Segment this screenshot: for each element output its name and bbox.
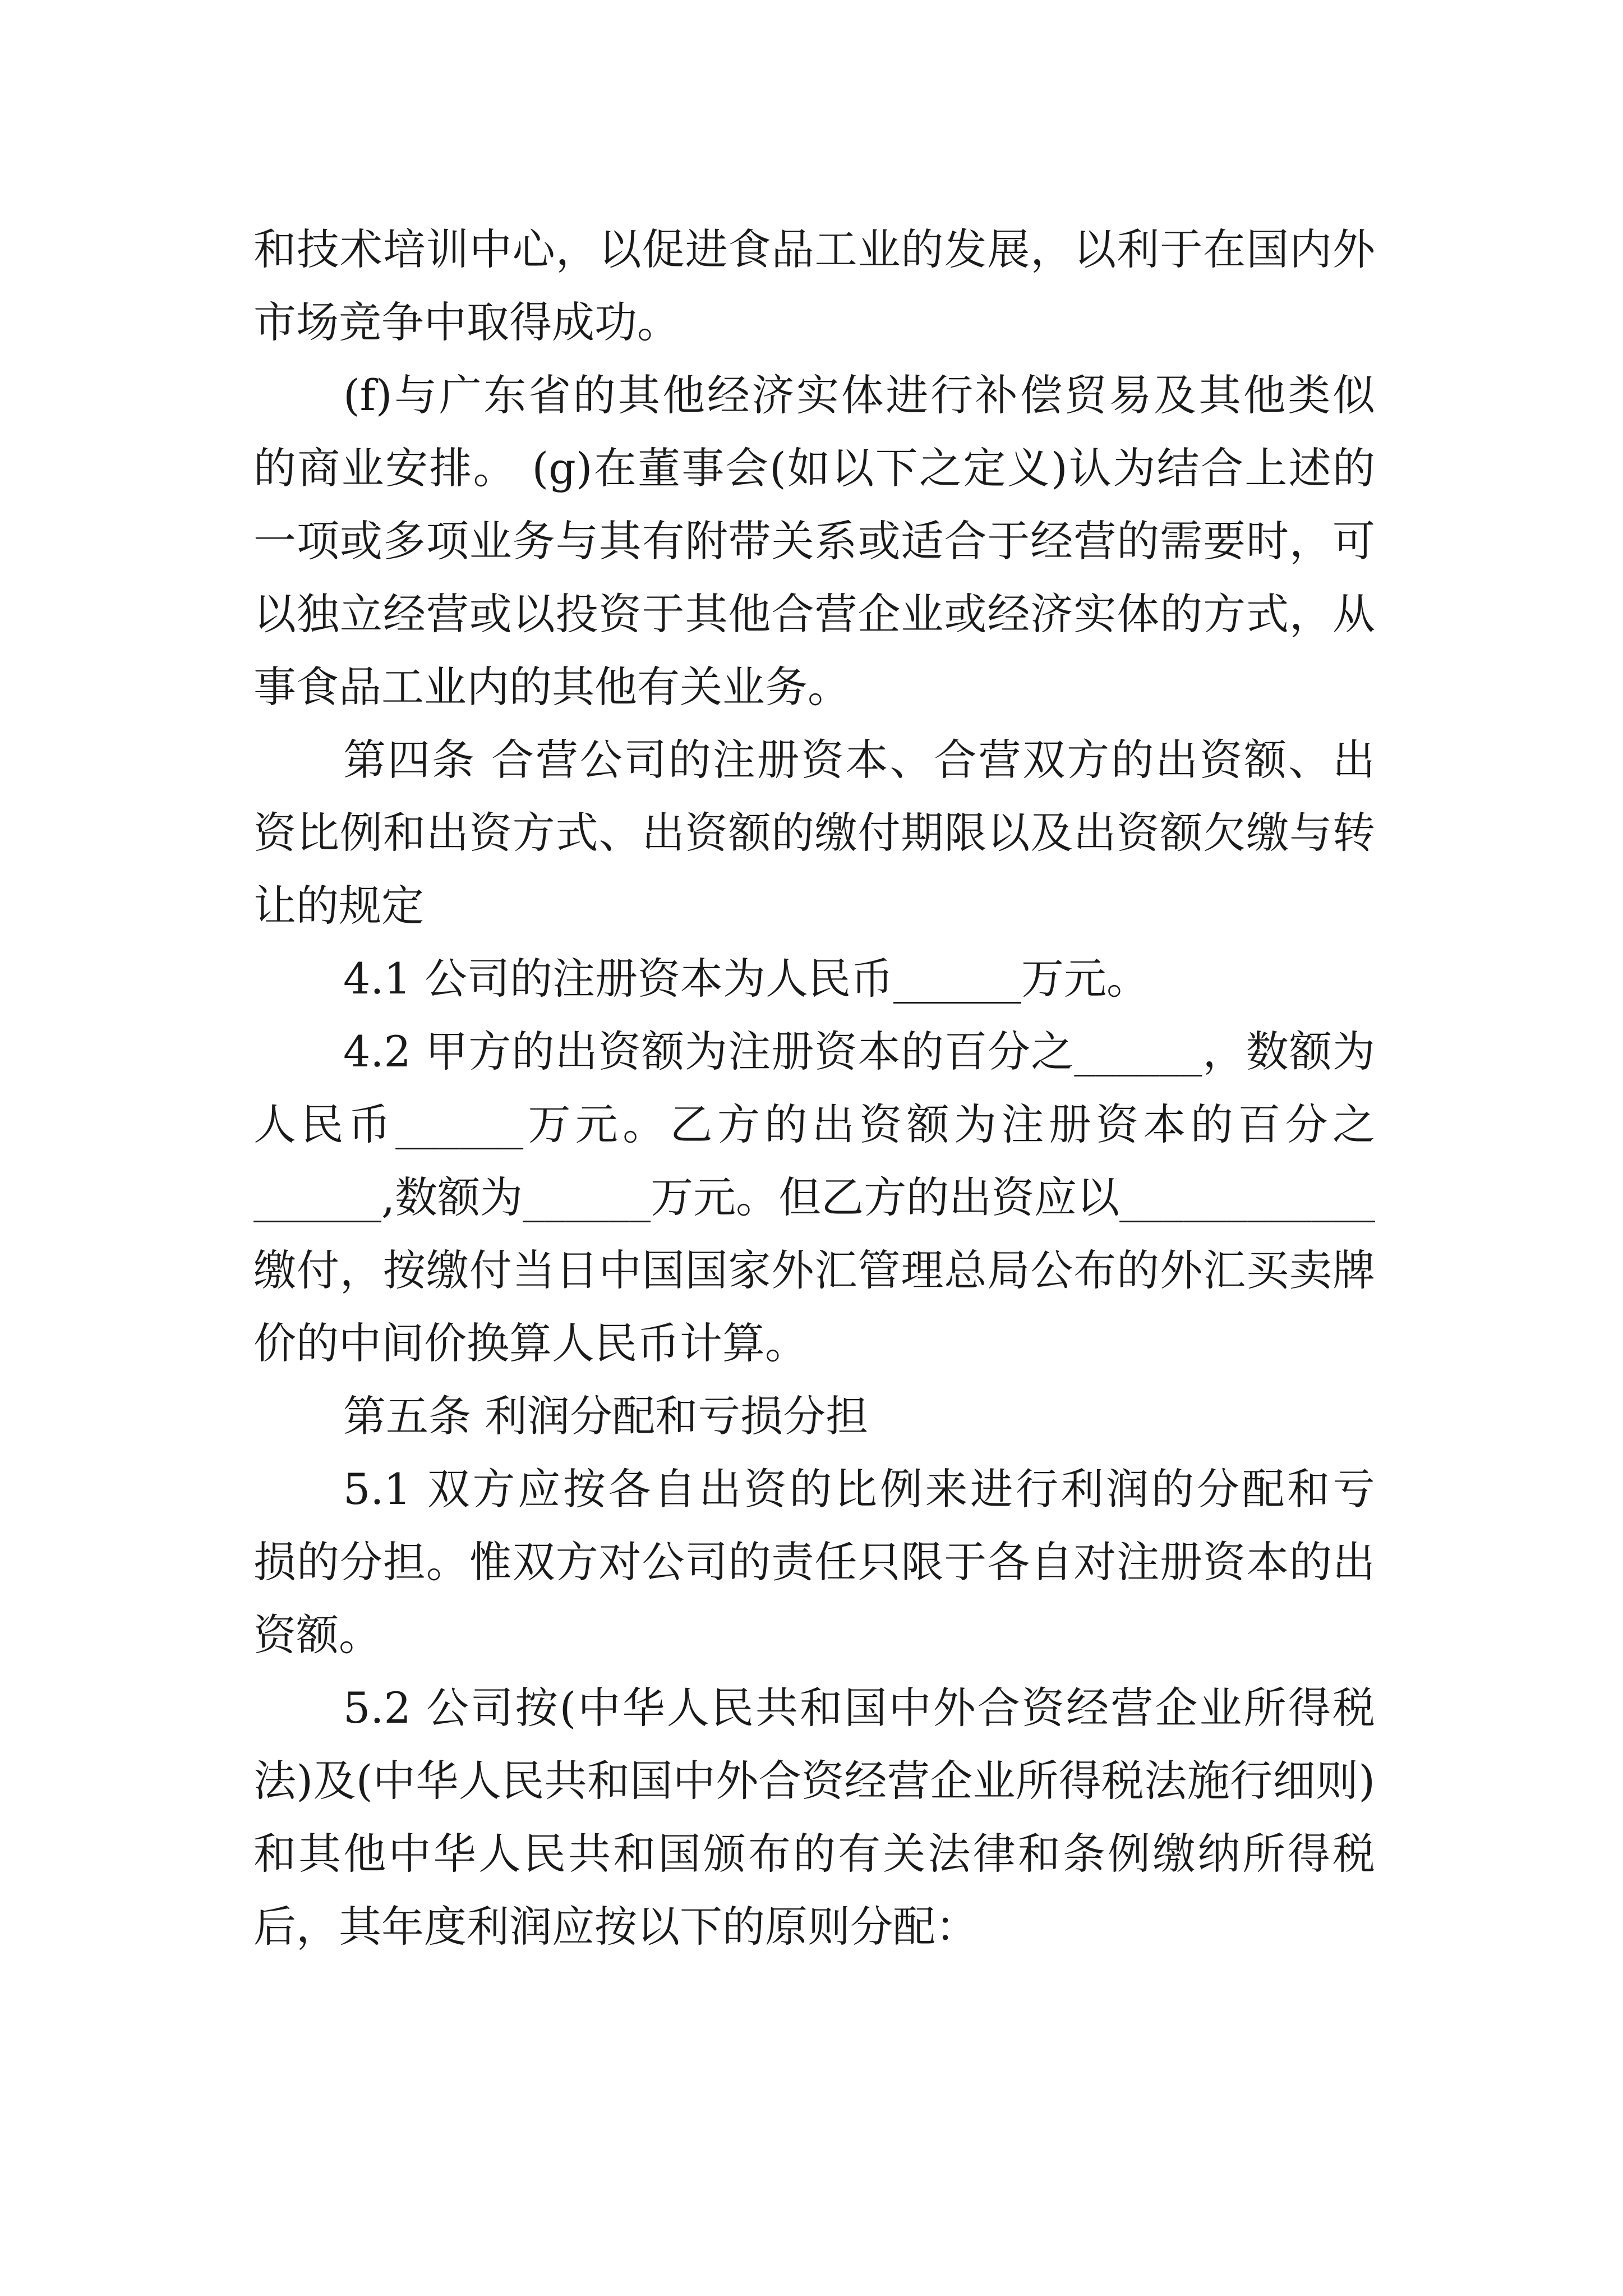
- text-line: 的商业安排。 (g)在董事会(如以下之定义)认为结合上述的: [253, 443, 1375, 493]
- text-line: 人民币______万元。乙方的出资额为注册资本的百分之: [253, 1099, 1375, 1149]
- text-line: 让的规定: [253, 881, 424, 931]
- text-line: 以独立经营或以投资于其他合营企业或经济实体的方式，从: [253, 589, 1375, 639]
- text-line: 后，其年度利润应按以下的原则分配：: [253, 1902, 978, 1952]
- text-line: 第四条 合营公司的注册资本、合营双方的出资额、出: [343, 735, 1375, 785]
- text-line: (f)与广东省的其他经济实体进行补偿贸易及其他类似: [343, 370, 1375, 420]
- text-line: 事食品工业内的其他有关业务。: [253, 662, 850, 712]
- text-line: 损的分担。惟双方对公司的责任只限于各自对注册资本的出: [253, 1537, 1375, 1587]
- text-line: 价的中间价换算人民币计算。: [253, 1318, 808, 1368]
- text-line: 资比例和出资方式、出资额的缴付期限以及出资额欠缴与转: [253, 808, 1375, 858]
- document-page: [253, 213, 1375, 1963]
- text-line: 5.2 公司按(中华人民共和国中外合资经营企业所得税: [343, 1683, 1375, 1733]
- text-line: 法)及(中华人民共和国中外合资经营企业所得税法施行细则): [253, 1756, 1375, 1806]
- text-line: 和技术培训中心，以促进食品工业的发展，以利于在国内外: [253, 224, 1375, 274]
- text-line: 一项或多项业务与其有附带关系或适合于经营的需要时，可: [253, 516, 1375, 566]
- text-line: 第五条 利润分配和亏损分担: [343, 1391, 869, 1441]
- text-line: 和其他中华人民共和国颁布的有关法律和条例缴纳所得税: [253, 1829, 1375, 1879]
- text-line: 缴付，按缴付当日中国国家外汇管理总局公布的外汇买卖牌: [253, 1245, 1375, 1295]
- text-line: 4.2 甲方的出资额为注册资本的百分之______，数额为: [343, 1027, 1375, 1076]
- text-line: 市场竞争中取得成功。: [253, 297, 680, 347]
- text-line: 4.1 公司的注册资本为人民币______万元。: [343, 954, 1150, 1004]
- text-line: ______,数额为______万元。但乙方的出资应以____________: [253, 1172, 1375, 1222]
- text-line: 5.1 双方应按各自出资的比例来进行利润的分配和亏: [343, 1464, 1375, 1514]
- text-line: 资额。: [253, 1610, 381, 1660]
